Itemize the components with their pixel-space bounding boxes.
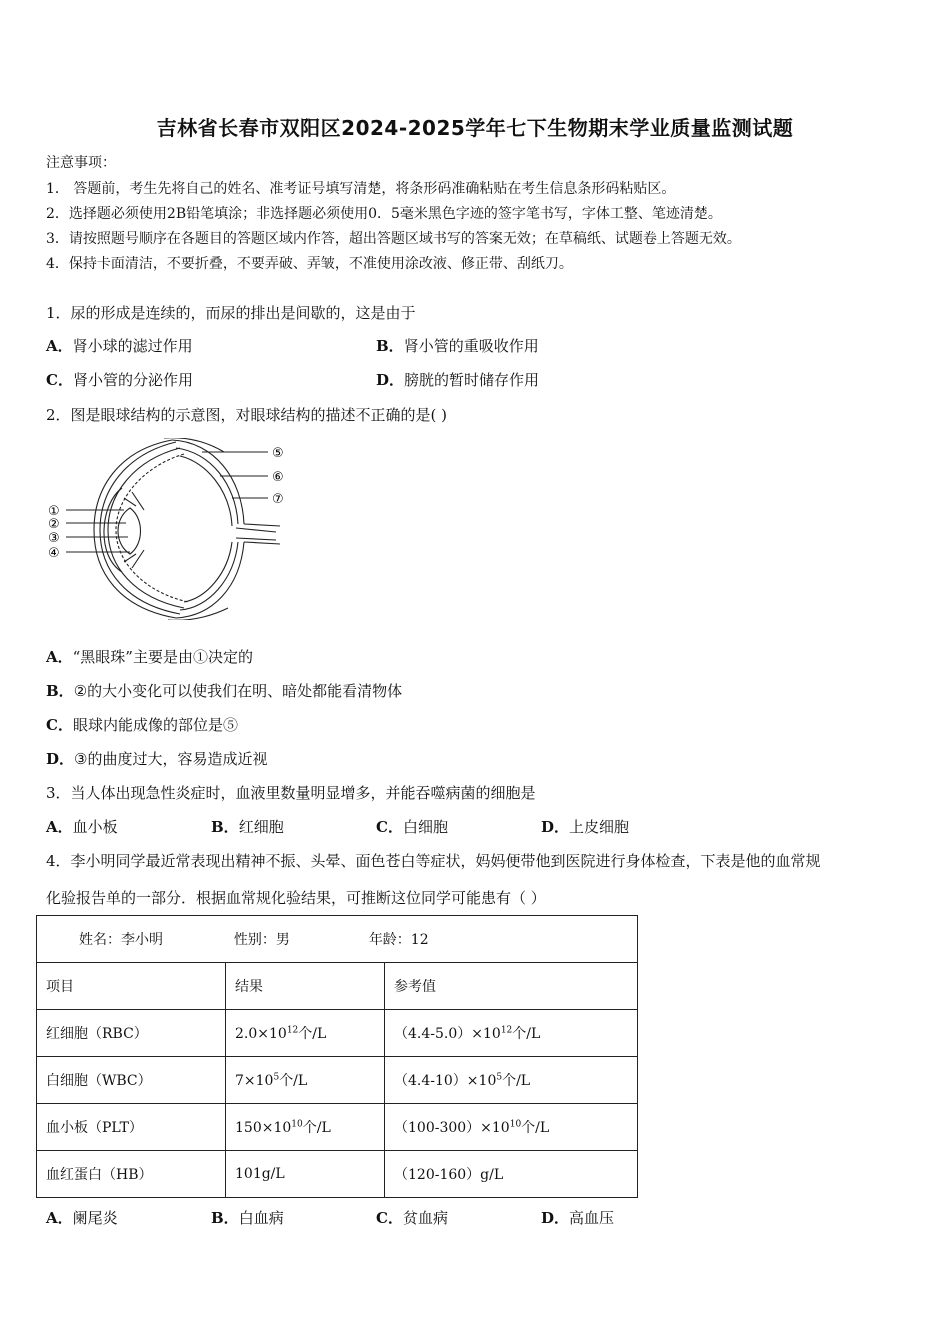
result-base: 101g/L bbox=[235, 1166, 285, 1182]
ref-exponent: 10 bbox=[509, 1119, 522, 1130]
ref-unit: 个/L bbox=[512, 1026, 541, 1042]
q3-option-b[interactable] bbox=[211, 816, 284, 837]
q4-option-a[interactable] bbox=[46, 1207, 118, 1228]
diagram-label-7: ⑦ bbox=[272, 492, 284, 507]
option-letter: B． bbox=[376, 337, 404, 355]
result-cell bbox=[226, 1151, 385, 1198]
q2-option-c[interactable] bbox=[46, 714, 238, 735]
option-text: 白血病 bbox=[238, 1209, 284, 1227]
reference-cell bbox=[385, 1057, 638, 1104]
patient-info-cell bbox=[37, 916, 638, 963]
option-text: 血小板 bbox=[72, 818, 118, 836]
diagram-label-3: ③ bbox=[48, 531, 60, 546]
ref-unit: 个/L bbox=[502, 1073, 531, 1089]
result-cell bbox=[226, 1057, 385, 1104]
q1-option-d[interactable] bbox=[376, 369, 539, 390]
result-base: 150×10 bbox=[235, 1120, 292, 1136]
option-letter: C． bbox=[46, 371, 73, 389]
option-text: ②的大小变化可以使我们在明、暗处都能看清物体 bbox=[73, 682, 403, 700]
notice-item-1: 1． 答题前，考生先将自己的姓名、准考证号填写清楚，将条形码准确粘贴在考生信息条形码粘贴区。 bbox=[46, 181, 676, 197]
q2-option-d[interactable] bbox=[46, 748, 267, 769]
patient-name: 姓名：李小明 bbox=[79, 932, 163, 948]
diagram-label-6: ⑥ bbox=[272, 470, 284, 485]
lens bbox=[118, 508, 141, 554]
option-letter: A． bbox=[46, 1209, 73, 1227]
q2-option-b[interactable] bbox=[46, 680, 402, 701]
result-base: 7×10 bbox=[235, 1073, 274, 1089]
option-text: “黑眼珠”主要是由①决定的 bbox=[72, 648, 253, 666]
option-text: 肾小球的滤过作用 bbox=[72, 337, 193, 355]
header-cell: 结果 bbox=[226, 963, 385, 1010]
option-text: 贫血病 bbox=[402, 1209, 448, 1227]
table-row bbox=[37, 916, 638, 963]
result-cell bbox=[226, 1104, 385, 1151]
option-text: 红细胞 bbox=[238, 818, 284, 836]
item-cell: 血小板（PLT） bbox=[37, 1104, 226, 1151]
ref-unit: 个/L bbox=[521, 1120, 550, 1136]
table-row bbox=[37, 1104, 638, 1151]
ref-base: （120-160）g/L bbox=[394, 1167, 504, 1183]
option-letter: D． bbox=[46, 750, 75, 768]
option-text: 肾小管的重吸收作用 bbox=[403, 337, 539, 355]
option-letter: D． bbox=[541, 1209, 570, 1227]
option-letter: C． bbox=[376, 1209, 403, 1227]
q1-stem: 1．尿的形成是连续的，而尿的排出是间歇的，这是由于 bbox=[46, 304, 416, 322]
notice-item-3: 3．请按照题号顺序在各题目的答题区域内作答，超出答题区域书写的答案无效；在草稿纸、试题卷上答题无效。 bbox=[46, 231, 741, 247]
q3-option-c[interactable] bbox=[376, 816, 448, 837]
table-header-row bbox=[37, 963, 638, 1010]
sclera-outline bbox=[94, 440, 176, 618]
item-cell: 血红蛋白（HB） bbox=[37, 1151, 226, 1198]
result-cell bbox=[226, 1010, 385, 1057]
q3-stem: 3．当人体出现急性炎症时，血液里数量明显增多，并能吞噬病菌的细胞是 bbox=[46, 784, 536, 802]
result-exponent: 5 bbox=[273, 1072, 280, 1083]
option-text: 上皮细胞 bbox=[569, 818, 630, 836]
ref-base: （4.4-10）×10 bbox=[394, 1073, 497, 1089]
reference-cell bbox=[385, 1010, 638, 1057]
result-exponent: 10 bbox=[291, 1119, 303, 1130]
option-letter: C． bbox=[46, 716, 73, 734]
cornea bbox=[104, 488, 122, 572]
eyeball-diagram bbox=[44, 438, 304, 620]
option-text: 肾小管的分泌作用 bbox=[72, 371, 193, 389]
option-letter: D． bbox=[541, 818, 570, 836]
diagram-label-5: ⑤ bbox=[272, 446, 284, 461]
option-letter: D． bbox=[376, 371, 405, 389]
page-title: 吉林省长春市双阳区2024-2025学年七下生物期末学业质量监测试题 bbox=[156, 116, 794, 140]
ref-base: （100-300）×10 bbox=[394, 1120, 510, 1136]
option-text: 阑尾炎 bbox=[72, 1209, 118, 1227]
option-letter: A． bbox=[46, 337, 73, 355]
notice-heading: 注意事项： bbox=[46, 155, 116, 171]
q4-option-b[interactable] bbox=[211, 1207, 284, 1228]
q2-option-a[interactable] bbox=[46, 646, 253, 667]
diagram-label-2: ② bbox=[48, 517, 60, 532]
header-cell: 项目 bbox=[37, 963, 226, 1010]
q2-stem: 2．图是眼球结构的示意图，对眼球结构的描述不正确的是( ) bbox=[46, 406, 448, 424]
option-letter: A． bbox=[46, 818, 73, 836]
q4-stem-line1: 4．李小明同学最近常表现出精神不振、头晕、面色苍白等症状，妈妈便带他到医院进行身体检查，下表是他的血常规 bbox=[46, 852, 821, 870]
q3-option-d[interactable] bbox=[541, 816, 629, 837]
option-text: 眼球内能成像的部位是⑤ bbox=[72, 716, 238, 734]
reference-cell bbox=[385, 1104, 638, 1151]
table-row bbox=[37, 1057, 638, 1104]
notice-item-4: 4．保持卡面清洁，不要折叠，不要弄破、弄皱，不准使用涂改液、修正带、刮纸刀。 bbox=[46, 256, 573, 272]
option-letter: B． bbox=[211, 1209, 239, 1227]
q1-option-c[interactable] bbox=[46, 369, 193, 390]
option-letter: B． bbox=[211, 818, 239, 836]
diagram-label-1: ① bbox=[48, 504, 60, 519]
ref-exponent: 12 bbox=[500, 1025, 513, 1036]
item-cell: 红细胞（RBC） bbox=[37, 1010, 226, 1057]
result-base: 2.0×10 bbox=[235, 1026, 287, 1042]
option-text: ③的曲度过大，容易造成近视 bbox=[74, 750, 268, 768]
table-row bbox=[37, 1151, 638, 1198]
q1-option-b[interactable] bbox=[376, 335, 539, 356]
result-unit: 个/L bbox=[302, 1120, 331, 1136]
reference-cell bbox=[385, 1151, 638, 1198]
option-text: 白细胞 bbox=[402, 818, 448, 836]
diagram-label-4: ④ bbox=[48, 546, 60, 561]
result-exponent: 12 bbox=[286, 1025, 299, 1036]
option-letter: A． bbox=[46, 648, 73, 666]
patient-gender: 性别：男 bbox=[233, 932, 290, 948]
ref-base: （4.4-5.0）×10 bbox=[394, 1026, 501, 1042]
header-cell: 参考值 bbox=[385, 963, 638, 1010]
q4-option-d[interactable] bbox=[541, 1207, 614, 1228]
option-letter: B． bbox=[46, 682, 74, 700]
option-text: 高血压 bbox=[569, 1209, 615, 1227]
q3-option-a[interactable] bbox=[46, 816, 118, 837]
item-cell: 白细胞（WBC） bbox=[37, 1057, 226, 1104]
notice-item-2: 2．选择题必须使用2B铅笔填涂；非选择题必须使用0．5毫米黑色字迹的签字笔书写，字体工整、笔迹清楚。 bbox=[46, 206, 722, 222]
ref-exponent: 5 bbox=[496, 1072, 503, 1083]
result-unit: 个/L bbox=[279, 1073, 308, 1089]
table-row bbox=[37, 1010, 638, 1057]
q1-option-a[interactable] bbox=[46, 335, 193, 356]
blood-report-table bbox=[36, 915, 638, 1198]
q4-option-c[interactable] bbox=[376, 1207, 448, 1228]
option-letter: C． bbox=[376, 818, 403, 836]
result-unit: 个/L bbox=[298, 1026, 327, 1042]
patient-age: 年龄：12 bbox=[368, 932, 429, 948]
q4-stem-line2: 化验报告单的一部分．根据血常规化验结果，可推断这位同学可能患有（ ） bbox=[46, 889, 546, 907]
option-text: 膀胱的暂时储存作用 bbox=[404, 371, 540, 389]
